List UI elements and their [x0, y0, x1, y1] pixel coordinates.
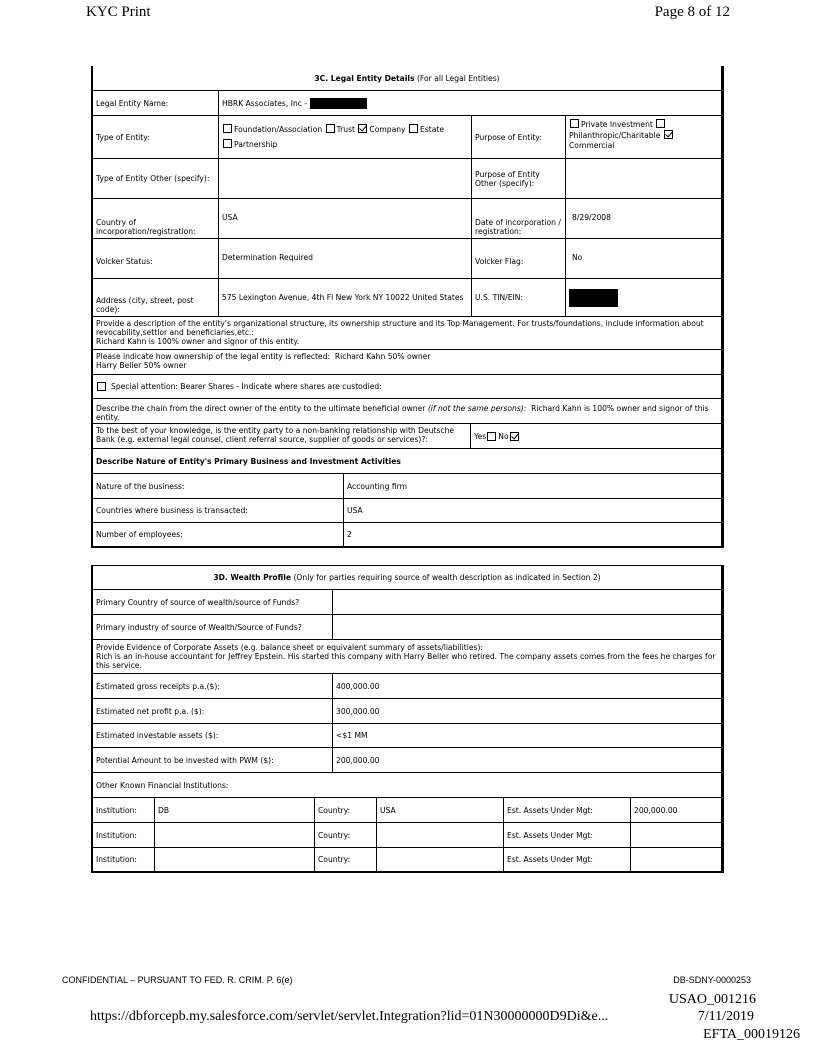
chain-answer: Richard Kahn is 100% owner and signor of this entity. [96, 404, 709, 422]
page-label: Page 8 of 12 [654, 4, 730, 20]
potential-row [93, 748, 721, 773]
yes-label: Yes [474, 431, 487, 441]
countries-value: USA [347, 506, 363, 515]
structure-cell [93, 317, 721, 349]
institution-label: Institution: [93, 798, 155, 822]
private-investment-checkbox[interactable] [570, 119, 579, 128]
wealth-title: 3D. Wealth Profile [213, 573, 292, 582]
aum-label: Est. Assets Under Mgt: [504, 848, 631, 871]
confidential-notice: CONFIDENTIAL – PURSUANT TO FED. R. CRIM. P. 6(e) [62, 975, 293, 985]
chain-italic-note: (if not the same persons) [427, 404, 524, 413]
volcker-row [93, 239, 721, 279]
ownership-cell [93, 350, 721, 374]
legal-entity-section [91, 66, 724, 548]
commercial-label: Commercial [569, 141, 615, 150]
net-label: Estimated net profit p.a. ($): [93, 699, 333, 723]
wealth-title-note: (Only for parties requiring source of wealth description as indicated in Section 2) [293, 573, 601, 582]
institution-label: Institution: [93, 848, 155, 871]
print-date: 7/11/2019 [697, 1009, 754, 1024]
net-row [93, 699, 721, 724]
foundation-label: Foundation/Association [234, 125, 323, 134]
ownership-answer-2: Harry Beller 50% owner [96, 361, 187, 370]
entity-name-text: HBRK Associates, Inc - [222, 98, 308, 108]
purpose-other-value [566, 159, 721, 198]
company-checkbox[interactable] [358, 124, 367, 133]
tin-label: U.S. TIN/EIN: [472, 279, 566, 316]
employees-label: Number of employees: [93, 523, 344, 546]
primary-industry-value [333, 615, 721, 639]
aum-label: Est. Assets Under Mgt: [504, 798, 631, 822]
gross-row [93, 674, 721, 699]
estate-label: Estate [419, 125, 445, 134]
redaction-box [310, 98, 367, 109]
net-value: 300,000.00 [336, 706, 380, 716]
countries-row [93, 499, 721, 523]
institution-country [377, 823, 504, 847]
incorp-date-label: Date of incorporation / registration: [472, 199, 566, 238]
entity-name-value [219, 91, 721, 115]
entity-name-label: Legal Entity Name: [93, 91, 219, 115]
private-investment-label: Private Investment [581, 120, 653, 129]
bearer-text: Special attention: Bearer Shares - Indicate where shares are custodied: [111, 382, 382, 391]
entity-type-label: Type of Entity: [93, 116, 219, 158]
evidence-row [93, 640, 721, 674]
relationship-row [93, 424, 721, 449]
address-row [93, 279, 721, 317]
primary-country-row [93, 590, 721, 615]
chain-cell: Describe the chain from the direct owner of the entity to the ultimate beneficial owner (if not the same persons): Richard Kahn is 100% owner and signor of this entity. [96, 404, 709, 422]
purpose-label: Purpose of Entity: [472, 116, 566, 158]
gross-value: 400,000.00 [336, 681, 380, 691]
primary-country-label: Primary Country of source of wealth/source of Funds? [93, 590, 333, 614]
nature-heading-row [93, 449, 721, 474]
estate-checkbox[interactable] [409, 124, 418, 133]
type-other-label: Type of Entity Other (specify): [93, 159, 219, 198]
bearer-shares-checkbox[interactable] [97, 382, 106, 391]
business-row [93, 474, 721, 499]
address-label: Address (city, street, post code): [93, 279, 219, 316]
bearer-row [93, 375, 721, 399]
country-row [93, 199, 721, 239]
nature-heading: Describe Nature of Entity's Primary Business and Investment Activities [96, 456, 401, 466]
institution-aum [631, 823, 721, 847]
app-title: KYC Print [86, 4, 151, 20]
wealth-profile-section [91, 565, 724, 873]
relationship-answer [471, 424, 721, 448]
primary-industry-row [93, 615, 721, 640]
primary-country-value [333, 590, 721, 614]
philanthropic-label: Philanthropic/Charitable [569, 131, 661, 140]
country-value: USA [219, 199, 472, 238]
other-fi-label: Other Known Financial Institutions: [96, 780, 229, 790]
institution-row [93, 798, 721, 823]
countries-label: Countries where business is transacted: [93, 499, 344, 522]
country-label: Country of incorporation/registration: [93, 199, 219, 238]
relationship-question: To the best of your knowledge, is the entity party to a non-banking relationship with Deutsche Bank (e.g. external legal counsel, client referral source, supplier of goods or services)?: [93, 424, 471, 448]
chain-question: Describe the chain from the direct owner of the entity to the ultimate beneficial owner [96, 404, 426, 413]
institution-label: Institution: [93, 823, 155, 847]
tin-value [566, 279, 721, 316]
primary-industry-label: Primary industry of source of Wealth/Source of Funds? [93, 615, 333, 639]
evidence-answer: Rich is an in-house accountant for Jeffrey Epstein. His started this company with Harry Beller who retired. The company assets comes from the fees he charges for this service. [96, 652, 716, 670]
bates-efta: EFTA_00019126 [703, 1027, 800, 1042]
redaction-box [569, 289, 618, 307]
foundation-checkbox[interactable] [223, 124, 232, 133]
purpose-options [566, 116, 721, 158]
potential-value: 200,000.00 [336, 755, 380, 765]
volcker-flag-label: Volcker Flag: [472, 239, 566, 278]
no-checkbox[interactable] [510, 432, 519, 441]
partnership-label: Partnership [234, 140, 278, 149]
bates-usao: USAO_001216 [668, 992, 756, 1007]
volcker-status-value: Determination Required [219, 239, 472, 278]
incorp-date-value: 8/29/2008 [572, 213, 611, 222]
institution-name [155, 848, 315, 871]
gross-label: Estimated gross receipts p.a.($): [93, 674, 333, 698]
evidence-cell [93, 640, 721, 673]
country-label: Country: [315, 798, 377, 822]
institution-country: USA [377, 798, 504, 822]
employees-value: 2 [347, 530, 352, 539]
yes-checkbox[interactable] [487, 432, 496, 441]
institution-row [93, 848, 721, 873]
potential-label: Potential Amount to be invested with PWM ($): [93, 748, 333, 772]
type-other-row [93, 159, 721, 199]
entity-type-row [93, 116, 721, 159]
wealth-title-row [93, 565, 721, 590]
print-url[interactable]: https://dbforcepb.my.salesforce.com/servlet/servlet.Integration?lid=01N30000000D9Di&e... [90, 1009, 609, 1024]
business-value: Accounting firm [347, 481, 407, 491]
institution-country [377, 848, 504, 871]
purpose-other-label: Purpose of Entity Other (specify): [472, 159, 566, 198]
commercial-checkbox[interactable] [664, 130, 673, 139]
structure-question: Provide a description of the entity's organizational structure, its ownership structure and its Top Management. For trusts/foundations, include information about revocability,settlor and beneficiaries,etc.: [96, 319, 704, 337]
ownership-question: Please indicate how ownership of the legal entity is reflected: [96, 352, 331, 361]
chain-row [93, 399, 721, 424]
investable-value: <$1 MM [336, 731, 368, 740]
country-label: Country: [315, 848, 377, 871]
investable-label: Estimated investable assets ($): [93, 724, 333, 747]
business-label: Nature of the business: [93, 474, 344, 498]
ownership-row [93, 350, 721, 375]
section-title-note: (For all Legal Entities) [416, 73, 500, 83]
entity-type-options [219, 116, 472, 158]
institution-name: DB [155, 798, 315, 822]
institution-name [155, 823, 315, 847]
institution-aum: 200,000.00 [634, 805, 678, 815]
investable-row [93, 724, 721, 748]
ownership-answer-1: Richard Kahn 50% owner [334, 352, 431, 361]
volcker-flag-value: No [572, 253, 583, 262]
partnership-checkbox[interactable] [223, 139, 232, 148]
structure-answer: Richard Kahn is 100% owner and signor of this entity. [96, 337, 300, 346]
trust-label: Trust [336, 125, 355, 134]
bearer-cell [93, 375, 721, 398]
company-label: Company [369, 125, 406, 134]
type-other-value [219, 159, 472, 198]
aum-label: Est. Assets Under Mgt: [504, 823, 631, 847]
section-title-row [93, 66, 721, 91]
entity-name-row [93, 91, 721, 116]
address-value: 575 Lexington Avenue, 4th Fl New York NY 10022 United States [219, 279, 472, 316]
philanthropic-checkbox[interactable] [656, 119, 665, 128]
section-title: 3C. Legal Entity Details [314, 73, 415, 83]
institution-row [93, 823, 721, 848]
institution-aum [631, 848, 721, 871]
evidence-question: Provide Evidence of Corporate Assets (e.g. balance sheet or equivalent summary of assets/liabilities): [96, 643, 483, 652]
other-fi-row [93, 773, 721, 798]
bates-sdny: DB-SDNY-0000253 [673, 975, 751, 985]
employees-row [93, 523, 721, 548]
structure-row [93, 317, 721, 350]
no-label: No [498, 431, 509, 441]
country-label: Country: [315, 823, 377, 847]
trust-checkbox[interactable] [326, 124, 335, 133]
volcker-status-label: Volcker Status: [93, 239, 219, 278]
